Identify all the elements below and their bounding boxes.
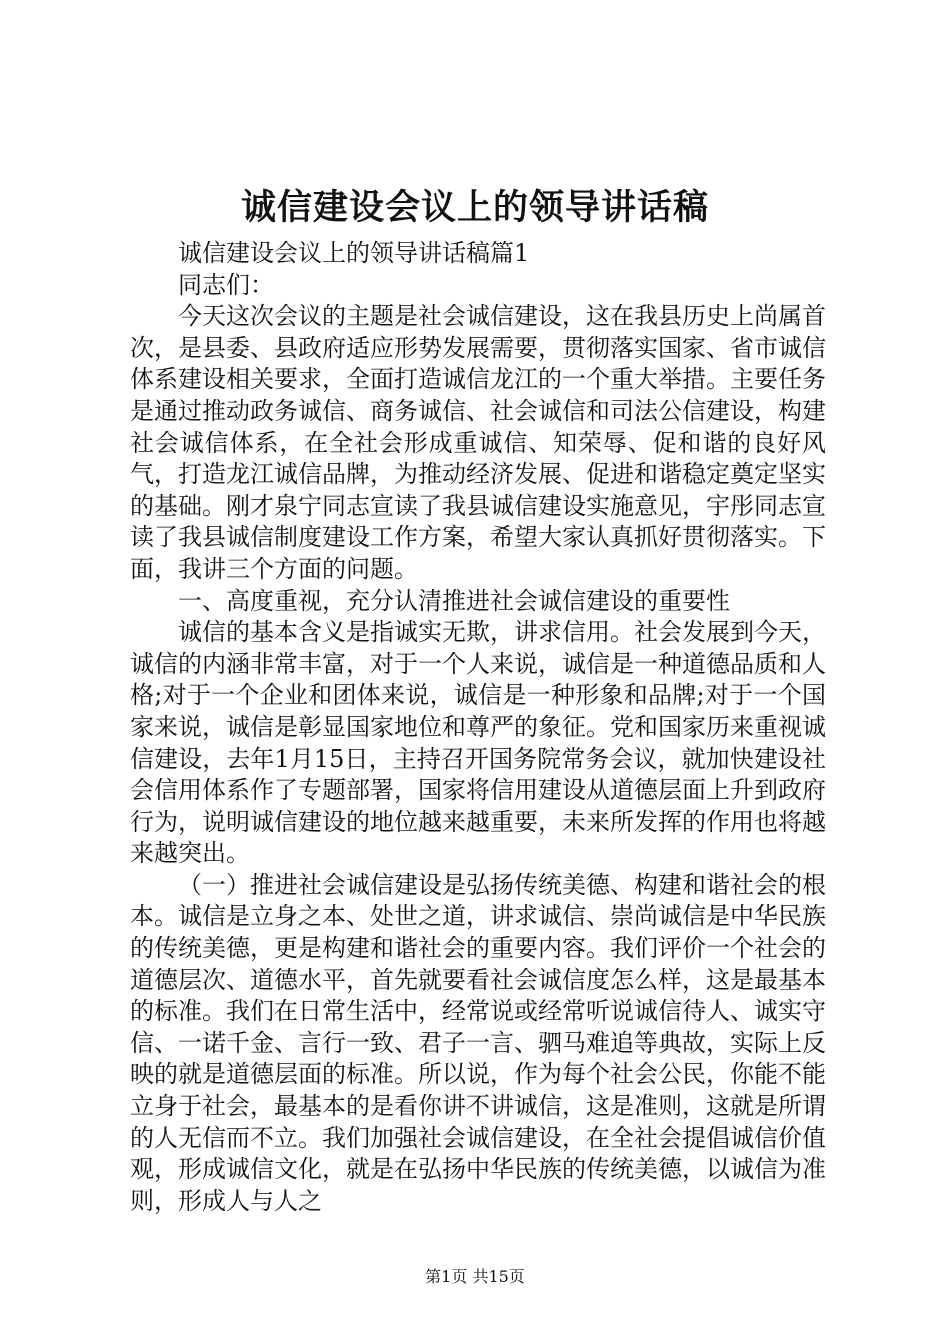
paragraph-subsection-1: （一）推进社会诚信建设是弘扬传统美德、构建和谐社会的根本。诚信是立身之本、处世之道，讲求诚信、崇尚诚信是中华民族的传统美德，更是构建和谐社会的重要内容。我们评价一个社会的道德层次、道德水平，首先就要看社会诚信度怎么样，这是最基本的标准。我们在日常生活中，经常说或经常听说诚信待人、诚实守信、一诺千金、言行一致、君子一言、驷马难追等典故，实际上反映的就是道德层面的标准。所以说，作为每个社会公民，你能不能立身于社会，最基本的是看你讲不讲诚信，这是准则，这就是所谓的人无信而不立。我们加强社会诚信建设，在全社会提倡诚信价值观，形成诚信文化，就是在弘扬中华民族的传统美德，以诚信为准则，形成人与人之 — [130, 870, 826, 1215]
document-body — [130, 238, 826, 1217]
salutation: 同志们： — [178, 270, 274, 299]
section-heading-1: 一、高度重视，充分认清推进社会诚信建设的重要性 — [178, 586, 730, 615]
paragraph-definition: 诚信的基本含义是指诚实无欺，讲求信用。社会发展到今天，诚信的内涵非常丰富，对于一个人来说，诚信是一种道德品质和人格;对于一个企业和团体来说，诚信是一种形象和品牌;对于一个国家来说，诚信是彰显国家地位和尊严的象征。党和国家历来重视诚信建设，去年1月15日，主持召开国务院常务会议，就加快建设社会信用体系作了专题部署，国家将信用建设从道德层面上升到政府行为，说明诚信建设的地位越来越重要，未来所发挥的作用也将越来越突出。 — [130, 618, 826, 868]
article-subtitle: 诚信建设会议上的领导讲话稿篇1 — [178, 239, 530, 267]
document-title: 诚信建设会议上的领导讲话稿 — [240, 187, 709, 228]
page-number-footer: 第1页 共15页 — [425, 1267, 525, 1286]
paragraph-intro: 今天这次会议的主题是社会诚信建设，这在我县历史上尚属首次，是县委、县政府适应形势发展需要，贯彻落实国家、省市诚信体系建设相关要求，全面打造诚信龙江的一个重大举措。主要任务是通过推动政务诚信、商务诚信、社会诚信和司法公信建设，构建社会诚信体系，在全社会形成重诚信、知荣辱、促和谐的良好风气，打造龙江诚信品牌，为推动经济发展、促进和谐稳定奠定坚实的基础。刚才泉宁同志宣读了我县诚信建设实施意见，宇彤同志宣读了我县诚信制度建设工作方案，希望大家认真抓好贯彻落实。下面，我讲三个方面的问题。 — [130, 302, 826, 583]
